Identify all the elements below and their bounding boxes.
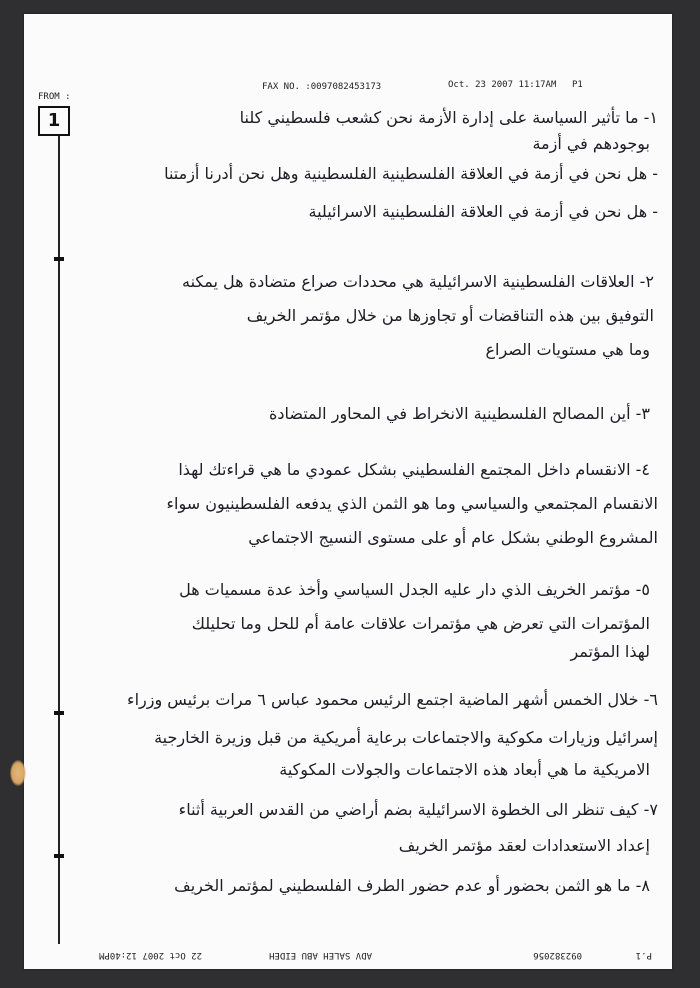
handwritten-line: التوفيق بين هذه التناقضات أو تجاوزها من خلال مؤتمر الخريف	[246, 306, 654, 325]
handwritten-line: - هل نحن في أزمة في العلاقة الفلسطينية الفلسطينية وهل نحن أدرنا أزمتنا	[164, 164, 658, 183]
handwritten-line: ٥- مؤتمر الخريف الذي دار عليه الجدل السياسي وأخذ عدة مسميات هل	[179, 580, 650, 599]
from-label: FROM :	[38, 92, 71, 102]
handwritten-line: ٣- أين المصالح الفلسطينية الانخراط في المحاور المتضادة	[268, 404, 650, 423]
handwritten-line: ٤- الانقسام داخل المجتمع الفلسطيني بشكل عمودي ما هي قراءتك لهذا	[178, 460, 650, 479]
handwritten-line: إسرائيل وزيارات مكوكية والاجتماعات برعاية أمريكية من قبل وزيرة الخارجية	[154, 728, 658, 747]
fax-number: FAX NO. :0097082453173	[262, 82, 382, 92]
bottom-datetime: 22 Oct 2007 12:40PM	[99, 950, 202, 960]
handwritten-line: المؤتمرات التي تعرض هي مؤتمرات علاقات عامة أم للحل وما تحليلك	[191, 614, 650, 633]
margin-tick	[54, 257, 64, 261]
handwritten-line: ١- ما تأثير السياسة على إدارة الأزمة نحن كشعب فلسطيني كلنا	[239, 108, 658, 127]
handwritten-line: إعداد الاستعدادات لعقد مؤتمر الخريف	[398, 836, 650, 855]
bottom-number: 092382056	[533, 950, 582, 960]
margin-tick	[54, 854, 64, 858]
handwritten-line: بوجودهم في أزمة	[532, 134, 650, 153]
bottom-page: P.1	[635, 950, 652, 960]
fax-page	[24, 14, 672, 969]
handwritten-line: وما هي مستويات الصراع	[485, 340, 650, 359]
page-number-box: 1	[38, 106, 70, 136]
handwritten-line: ٢- العلاقات الفلسطينية الاسرائيلية هي محددات صراع متضادة هل يمكنه	[182, 272, 654, 291]
margin-tick	[54, 711, 64, 715]
handwritten-line: ٦- خلال الخمس أشهر الماضية اجتمع الرئيس محمود عباس ٦ مرات برئيس وزراء	[127, 690, 658, 709]
handwritten-line: ٧- كيف تنظر الى الخطوة الاسرائيلية بضم أراضي من القدس العربية أثناء	[178, 800, 658, 819]
handwritten-line: لهذا المؤتمر	[570, 642, 650, 661]
fax-datetime: Oct. 23 2007 11:17AM	[448, 80, 557, 90]
handwritten-line: ٨- ما هو الثمن بحضور أو عدم حضور الطرف الفلسطيني لمؤتمر الخريف	[174, 876, 650, 895]
bottom-sender: ADV SALEH ABU EIDEH	[269, 950, 372, 960]
paper-stain	[10, 760, 26, 786]
handwritten-line: - هل نحن في أزمة في العلاقة الفلسطينية الاسرائيلية	[308, 202, 658, 221]
fax-page-number: P1	[572, 80, 583, 90]
handwritten-line: الامريكية ما هي أبعاد هذه الاجتماعات والجولات المكوكية	[279, 760, 650, 779]
handwritten-line: الانقسام المجتمعي والسياسي وما هو الثمن الذي يدفعه الفلسطينيون سواء	[166, 494, 658, 513]
handwritten-line: المشروع الوطني بشكل عام أو على مستوى النسيج الاجتماعي	[248, 528, 658, 547]
